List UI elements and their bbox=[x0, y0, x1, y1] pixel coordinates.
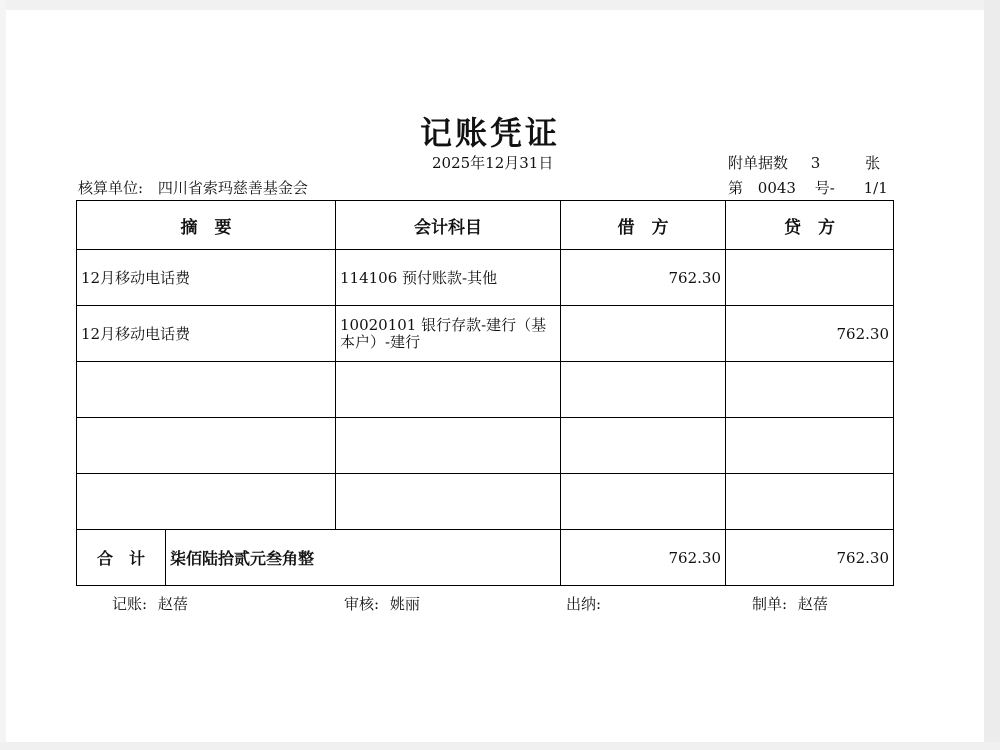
reviewer-signature bbox=[344, 593, 420, 614]
total-row bbox=[77, 530, 894, 586]
account-cell: 114106 预付账款-其他 bbox=[336, 250, 561, 306]
scan-edge-right bbox=[984, 0, 1000, 750]
table-row bbox=[77, 418, 894, 474]
unit-label: 核算单位: bbox=[78, 179, 144, 197]
page-number: 1/1 bbox=[863, 179, 888, 197]
voucher-number bbox=[728, 177, 888, 198]
table-row bbox=[77, 474, 894, 530]
account-cell bbox=[336, 418, 561, 474]
table-header-row bbox=[77, 201, 894, 250]
credit-cell: 762.30 bbox=[726, 306, 894, 362]
reviewer-label: 审核: bbox=[344, 595, 380, 613]
header-credit: 贷 方 bbox=[726, 201, 894, 250]
summary-cell: 12月移动电话费 bbox=[77, 250, 336, 306]
debit-cell bbox=[561, 418, 726, 474]
accounting-unit bbox=[78, 177, 308, 198]
debit-cell bbox=[561, 306, 726, 362]
debit-cell: 762.30 bbox=[561, 250, 726, 306]
header-summary: 摘 要 bbox=[77, 201, 336, 250]
total-label: 合 计 bbox=[77, 530, 166, 586]
credit-cell bbox=[726, 418, 894, 474]
preparer-label: 制单: bbox=[752, 595, 788, 613]
voucher-title: 记账凭证 bbox=[419, 114, 560, 152]
account-cell bbox=[336, 362, 561, 418]
summary-cell: 12月移动电话费 bbox=[77, 306, 336, 362]
scan-edge-bottom bbox=[0, 742, 1000, 750]
bookkeeper-label: 记账: bbox=[112, 595, 148, 613]
voucher-date: 2025年12月31日 bbox=[432, 154, 554, 172]
table-row bbox=[77, 362, 894, 418]
header-account: 会计科目 bbox=[336, 201, 561, 250]
table-row bbox=[77, 306, 894, 362]
debit-cell bbox=[561, 474, 726, 530]
no-value: 0043 bbox=[757, 179, 796, 197]
voucher-table bbox=[76, 200, 894, 586]
total-amount-words: 柒佰陆拾贰元叁角整 bbox=[166, 530, 561, 586]
cashier-signature bbox=[566, 593, 607, 614]
preparer-name: 赵蓓 bbox=[797, 595, 828, 613]
attachment-count bbox=[728, 152, 880, 173]
bookkeeper-signature bbox=[112, 593, 188, 614]
reviewer-name: 姚丽 bbox=[389, 595, 420, 613]
credit-cell bbox=[726, 250, 894, 306]
attach-unit: 张 bbox=[865, 154, 881, 172]
table-row bbox=[77, 250, 894, 306]
total-debit: 762.30 bbox=[561, 530, 726, 586]
cashier-label: 出纳: bbox=[566, 595, 602, 613]
account-cell bbox=[336, 474, 561, 530]
attach-label: 附单据数 bbox=[728, 154, 789, 172]
scan-edge-top bbox=[0, 0, 1000, 10]
summary-cell bbox=[77, 418, 336, 474]
bookkeeper-name: 赵蓓 bbox=[157, 595, 188, 613]
header-debit: 借 方 bbox=[561, 201, 726, 250]
account-cell: 10020101 银行存款-建行（基本户）-建行 bbox=[336, 306, 561, 362]
credit-cell bbox=[726, 362, 894, 418]
no-suffix: 号- bbox=[814, 179, 835, 197]
summary-cell bbox=[77, 474, 336, 530]
credit-cell bbox=[726, 474, 894, 530]
summary-cell bbox=[77, 362, 336, 418]
total-credit: 762.30 bbox=[726, 530, 894, 586]
preparer-signature bbox=[752, 593, 828, 614]
debit-cell bbox=[561, 362, 726, 418]
unit-name: 四川省索玛慈善基金会 bbox=[157, 179, 308, 197]
no-prefix: 第 bbox=[728, 179, 744, 197]
attach-count: 3 bbox=[810, 154, 821, 172]
